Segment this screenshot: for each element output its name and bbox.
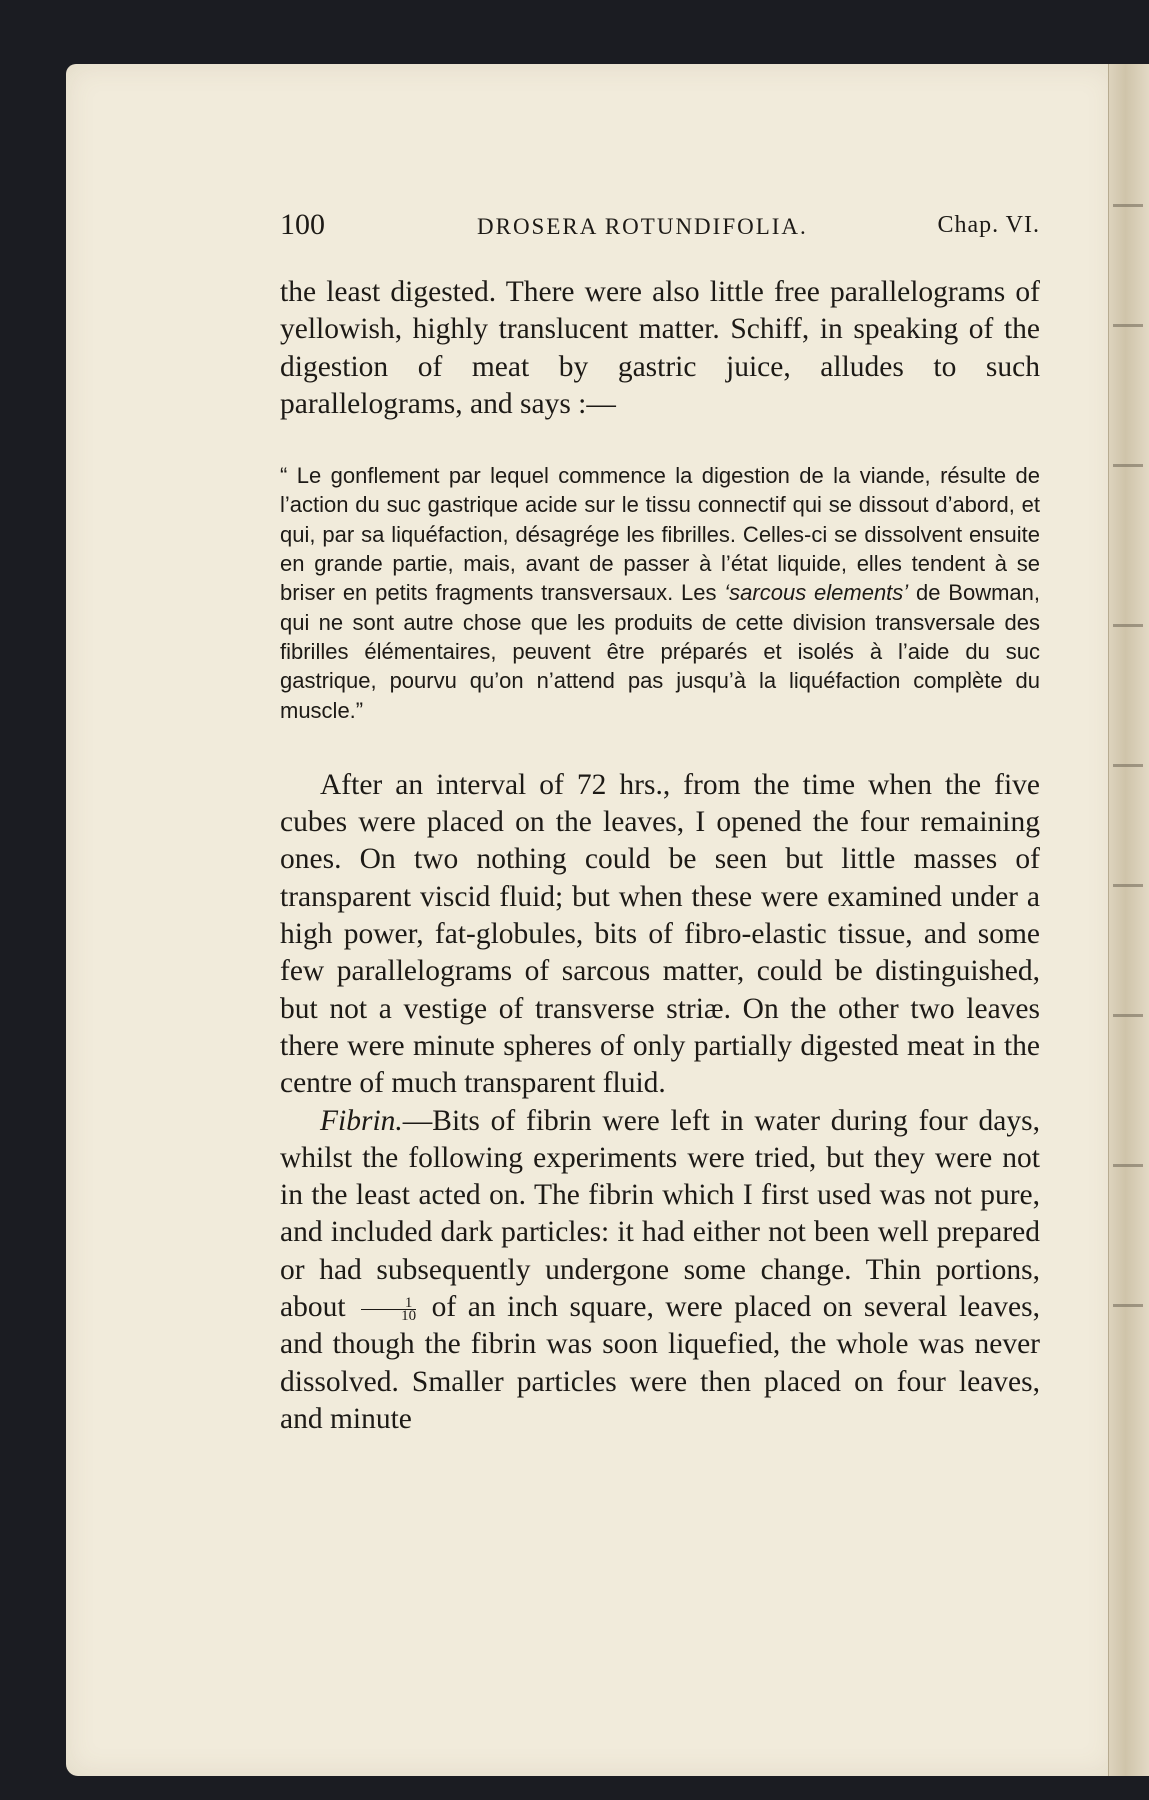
quotation-part-2: de Bowman, qui ne sont autre chose que les produits de cette division transversale des fibrilles élémentaires, peuvent être préparés et isolés à l’aide du suc gastrique, pourvu qu’on n’attend pas jusqu’à la liquéfaction complète du muscle.” [280, 580, 1040, 723]
paragraph-3-part-2: of an inch square, were placed on several leaves, and though the fibrin was soon liquefied, the whole was never dissolved. Smaller particles were then placed on four leaves, and minute [280, 1291, 1040, 1435]
quotation-italic: ‘sarcous elements’ [724, 580, 909, 606]
paragraph-3-part-1: —Bits of fibrin were left in water during four days, whilst the following experiments were tried, but they were not in the least acted on. The fibrin which I first used was not pure, and included dark particles: it had either not been well prepared or had subsequently undergone some change. Thin portions, about [280, 1104, 1040, 1324]
paragraph-3 [280, 1103, 1040, 1439]
section-heading-fibrin: Fibrin. [320, 1104, 403, 1137]
french-quotation [280, 461, 1040, 725]
page-content [280, 208, 1040, 1438]
running-title: DROSERA ROTUNDIFOLIA. [477, 214, 808, 239]
fraction [361, 1294, 417, 1324]
paragraph-2: After an interval of 72 hrs., from the time when the five cubes were placed on the leaves, I opened the four remaining ones. On two nothing could be seen but little masses of transparent viscid fluid; but when these were examined under a high power, fat-globules, bits of fibro-elastic tissue, and some few parallelograms of sarcous matter, could be distinguished, but not a vestige of transverse striæ. On the other two leaves there were minute spheres of only partially digested meat in the centre of much transparent fluid. [280, 768, 1040, 1100]
fraction-denominator: 10 [401, 1307, 417, 1324]
running-header [280, 208, 1040, 248]
page-edge [1108, 64, 1149, 1776]
quotation-part-1: “ Le gonflement par lequel commence la digestion de la viande, résulte de l’action du suc gastrique acide sur le tissu connectif qui se dissout d’abord, et qui, par sa liquéfaction, désagrége les fibrilles. Celles-ci se dissolvent ensuite en grande partie, mais, avant de passer à l’état liquide, elles tendent à se briser en petits fragments transversaux. Les [280, 463, 1040, 606]
chapter-label: Chap. VI. [937, 212, 1040, 238]
paragraph-1: the least digested. There were also little free parallelograms of yellowish, highly translucent matter. Schiff, in speaking of the digestion of meat by gastric juice, alludes to such parallelograms, and says :— [280, 276, 1040, 420]
fraction-numerator: 1 [361, 1297, 416, 1310]
page-number: 100 [280, 208, 325, 241]
quotation-text [280, 461, 1040, 725]
